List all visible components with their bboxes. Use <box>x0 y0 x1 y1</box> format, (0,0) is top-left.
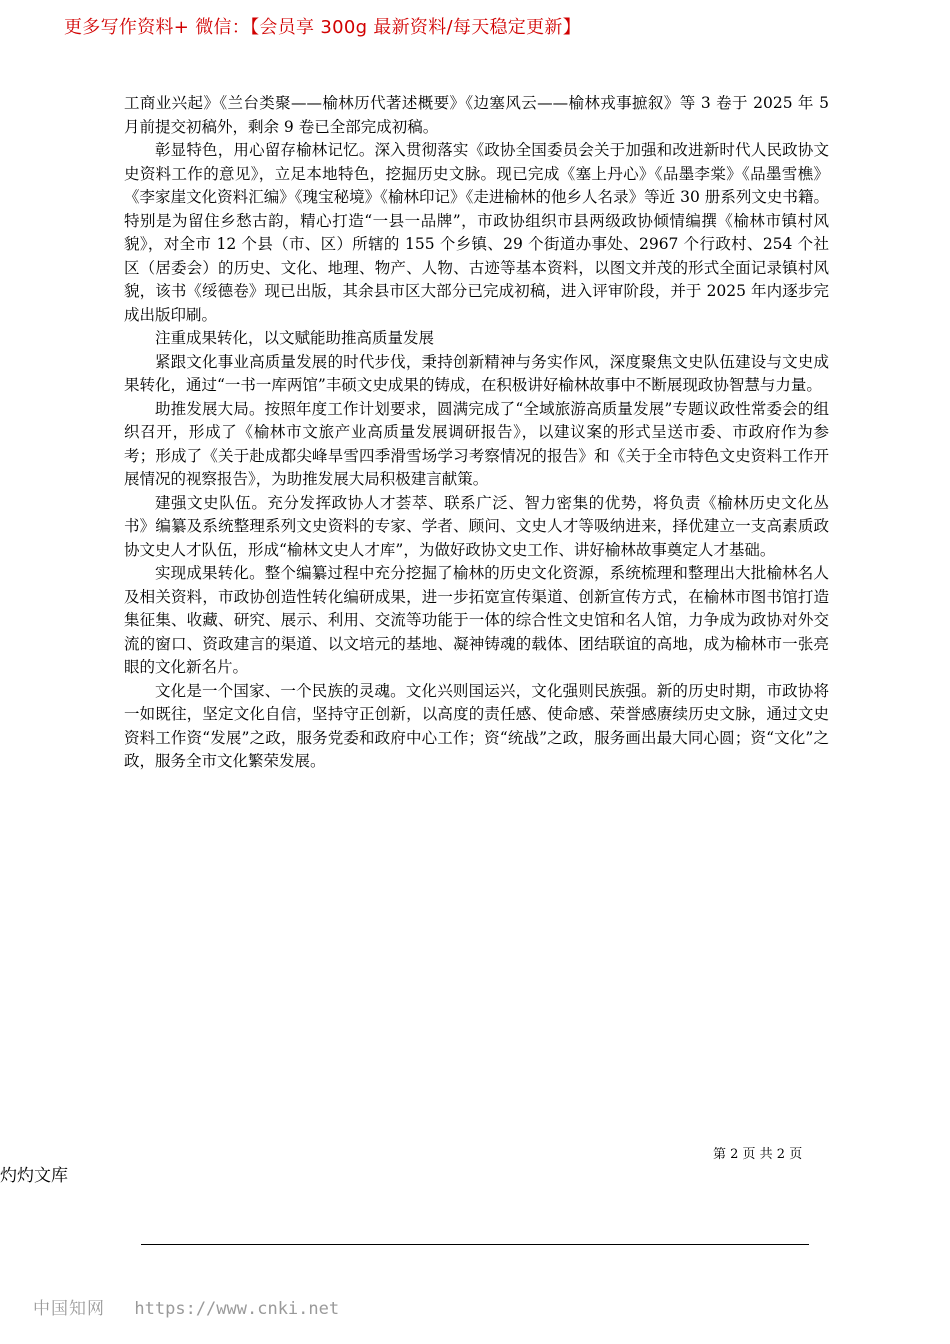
article-paragraph: 紧跟文化事业高质量发展的时代步伐，秉持创新精神与务实作风，深度聚焦文史队伍建设与文史成果转化，通过“一书一库两馆”丰硕文史成果的铸成，在积极讲好榆林故事中不断展现政协智慧与力量。 <box>124 352 829 394</box>
cnki-watermark <box>33 1294 339 1319</box>
section-heading: 注重成果转化，以文赋能助推高质量发展 <box>155 329 435 347</box>
library-name: 灼灼文库 <box>0 1166 68 1186</box>
article-paragraph: 文化是一个国家、一个民族的灵魂。文化兴则国运兴，文化强则民族强。新的历史时期，市政协将一如既往，坚定文化自信，坚持守正创新，以高度的责任感、使命感、荣誉感赓续历史文脉，通过文史资料工作资“发展”之政，服务党委和政府中心工作；资“统战”之政，服务画出最大同心圆；资“文化”之政，服务全市文化繁荣发展。 <box>124 681 829 770</box>
article-paragraph: 工商业兴起》《兰台类聚——榆林历代著述概要》《边塞风云——榆林戎事摭叙》等 3 卷于 2025 年 5 月前提交初稿外，剩余 9 卷已全部完成初稿。 <box>124 94 829 136</box>
page-number: 第 2 页 共 2 页 <box>713 1147 803 1162</box>
article-paragraph: 彰显特色，用心留存榆林记忆。深入贯彻落实《政协全国委员会关于加强和改进新时代人民政协文史资料工作的意见》，立足本地特色，挖掘历史文脉。现已完成《塞上丹心》《品墨李棠》《品墨雪樵》《李家崖文化资料汇编》《瑰宝秘境》《榆林印记》《走进榆林的他乡人名录》等近 30 册系列文史书籍。特别是为留住乡愁古韵，精心打造“一县一品牌”，市政协组织市县两级政协倾情编撰《榆林市镇村风貌》，对全市 12 个县（市、区）所辖的 155 个乡镇、29 个街道办事处、2967 个行政村、254 个社区（居委会）的历史、文化、地理、物产、人物、古迹等基本资料，以图文并茂的形式全面记录镇村风貌，该书《绥德卷》现已出版，其余县市区大部分已完成初稿，进入评审阶段，并于 2025 年内逐步完成出版印刷。 <box>124 141 829 324</box>
article-paragraph: 实现成果转化。整个编纂过程中充分挖掘了榆林的历史文化资源，系统梳理和整理出大批榆林名人及相关资料，市政协创造性转化编研成果，进一步拓宽宣传渠道、创新宣传方式，在榆林市图书馆打造集征集、收藏、研究、展示、利用、交流等功能于一体的综合性文史馆和名人馆，力争成为政协对外交流的窗口、资政建言的渠道、以文培元的基地、凝神铸魂的载体、团结联谊的高地，成为榆林市一张亮眼的文化新名片。 <box>124 564 829 676</box>
article-body <box>124 92 829 774</box>
article-paragraph: 建强文史队伍。充分发挥政协人才荟萃、联系广泛、智力密集的优势，将负责《榆林历史文化丛书》编纂及系统整理系列文史资料的专家、学者、顾问、文史人才等吸纳进来，择优建立一支高素质政协文史人才队伍，形成“榆林文史人才库”，为做好政协文史工作、讲好榆林故事奠定人才基础。 <box>124 493 829 559</box>
watermark-url: https://www.cnki.net <box>134 1299 340 1319</box>
footer-divider <box>141 1244 809 1245</box>
watermark-name: 中国知网 <box>33 1299 105 1319</box>
article-paragraph: 助推发展大局。按照年度工作计划要求，圆满完成了“全域旅游高质量发展”专题议政性常委会的组织召开，形成了《榆林市文旅产业高质量发展调研报告》，以建议案的形式呈送市委、市政府作为参考；形成了《关于赴成都尖峰旱雪四季滑雪场学习考察情况的报告》和《关于全市特色文史资料工作开展情况的视察报告》，为助推发展大局积极建言献策。 <box>124 399 829 488</box>
promo-banner: 更多写作资料+ 微信：【会员享 300g 最新资料/每天稳定更新】 <box>64 17 581 38</box>
